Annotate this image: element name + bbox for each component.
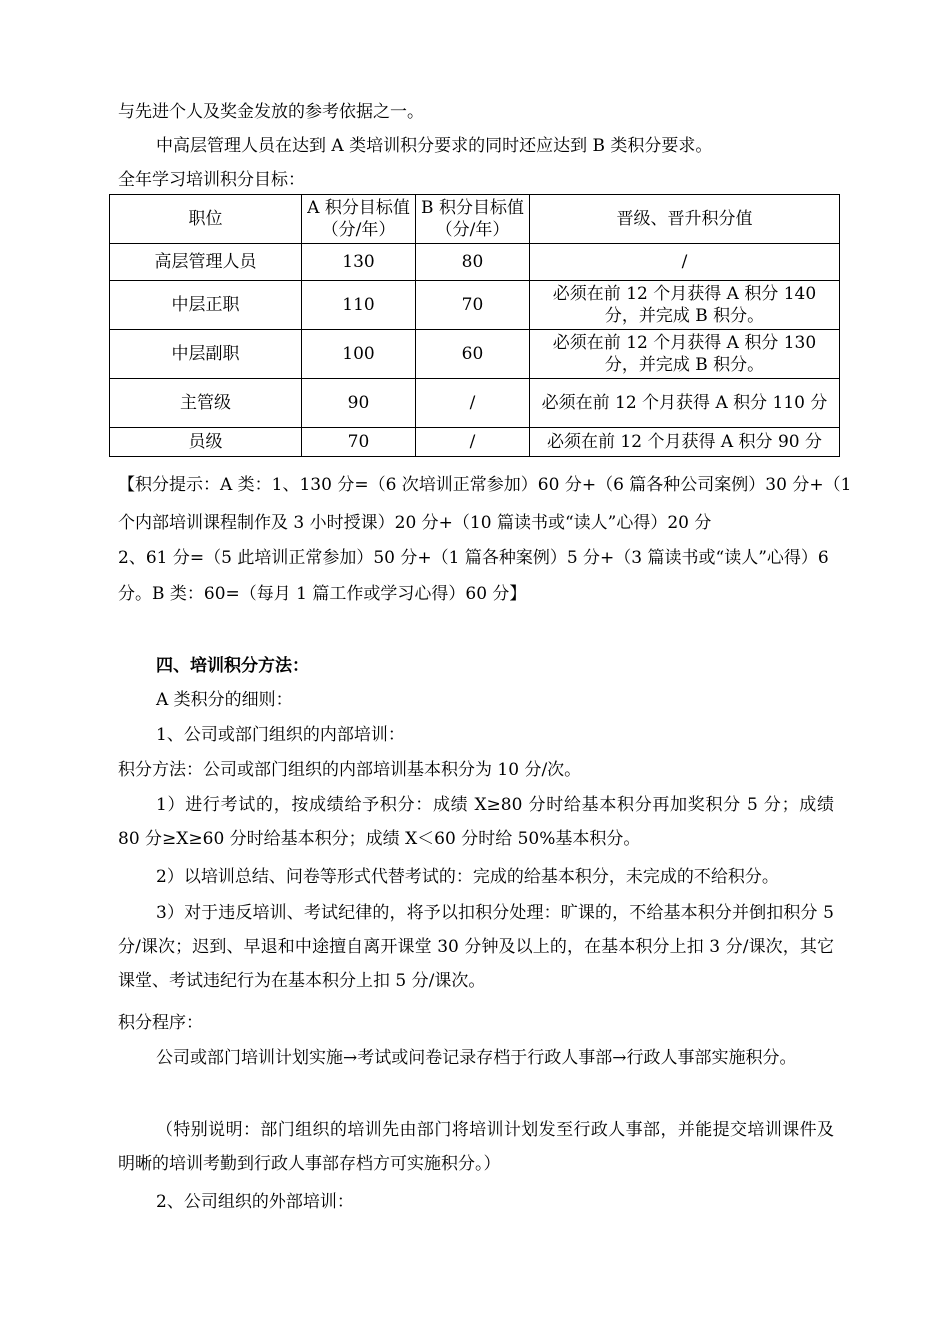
table-header-row: [110, 195, 840, 244]
paragraph-1: 与先进个人及奖金发放的参考依据之一。: [118, 102, 424, 122]
table-row: [110, 244, 840, 281]
item-2-heading: 2、公司组织的外部培训：: [156, 1192, 354, 1212]
cell-promotion: /: [530, 244, 840, 281]
cell-a: 70: [302, 428, 416, 457]
section-heading: 四、培训积分方法：: [156, 656, 309, 676]
cell-b: 70: [416, 281, 530, 330]
a-rules-label: A 类积分的细则：: [156, 690, 293, 710]
tip-line-1: 【积分提示：A 类：1、130 分=（6 次培训正常参加）60 分+（6 篇各种公司案例）30 分+（1: [118, 475, 852, 495]
cell-position: 高层管理人员: [110, 244, 302, 281]
tip-line-3: 2、61 分=（5 此培训正常参加）50 分+（1 篇各种案例）5 分+（3 篇读书或“读人”心得）6: [118, 548, 829, 568]
cell-promotion: 必须在前 12 个月获得 A 积分 130 分，并完成 B 积分。: [530, 330, 840, 379]
cell-b: /: [416, 428, 530, 457]
procedure-paragraph: 公司或部门培训计划实施→考试或问卷记录存档于行政人事部→行政人事部实施积分。: [156, 1048, 797, 1068]
cell-position: 中层正职: [110, 281, 302, 330]
cell-a: 90: [302, 379, 416, 428]
method-paragraph: 积分方法：公司或部门组织的内部培训基本积分为 10 分/次。: [118, 760, 582, 780]
rule-1-paragraph: 1）进行考试的，按成绩给予积分：成绩 X≥80 分时给基本积分再加奖积分 5 分；成绩 80 分≥X≥60 分时给基本积分；成绩 X＜60 分时给 50%基本积分。: [118, 795, 834, 849]
cell-a: 100: [302, 330, 416, 379]
cell-promotion: 必须在前 12 个月获得 A 积分 140 分，并完成 B 积分。: [530, 281, 840, 330]
table-row: [110, 428, 840, 457]
rule-2-paragraph: 2）以培训总结、问卷等形式代替考试的：完成的给基本积分，未完成的不给积分。: [156, 867, 779, 887]
cell-promotion: 必须在前 12 个月获得 A 积分 90 分: [530, 428, 840, 457]
cell-promotion: 必须在前 12 个月获得 A 积分 110 分: [530, 379, 840, 428]
cell-position: 主管级: [110, 379, 302, 428]
rule-3-paragraph: 3）对于违反培训、考试纪律的，将予以扣积分处理：旷课的，不给基本积分并倒扣积分 5 分/课次；迟到、早退和中途擅自离开课堂 30 分钟及以上的，在基本积分上扣 3 分/课次，其它课堂、考试违纪行为在基本积分上扣 5 分/课次。: [118, 903, 834, 991]
score-target-table: [109, 194, 840, 457]
table-caption: 全年学习培训积分目标：: [118, 170, 305, 190]
table-row: [110, 281, 840, 330]
tip-line-4: 分。B 类：60=（每月 1 篇工作或学习心得）60 分】: [118, 584, 527, 604]
cell-b: /: [416, 379, 530, 428]
tip-line-2: 个内部培训课程制作及 3 小时授课）20 分+（10 篇读书或“读人”心得）20 分: [118, 513, 712, 533]
procedure-label: 积分程序：: [118, 1013, 203, 1033]
paragraph-2: 中高层管理人员在达到 A 类培训积分要求的同时还应达到 B 类积分要求。: [156, 136, 713, 156]
header-a-target: A 积分目标值（分/年）: [302, 195, 416, 244]
cell-position: 中层副职: [110, 330, 302, 379]
cell-b: 60: [416, 330, 530, 379]
header-promotion: 晋级、晋升积分值: [530, 195, 840, 244]
cell-position: 员级: [110, 428, 302, 457]
cell-a: 130: [302, 244, 416, 281]
cell-b: 80: [416, 244, 530, 281]
header-b-target: B 积分目标值（分/年）: [416, 195, 530, 244]
special-note-paragraph: （特别说明：部门组织的培训先由部门将培训计划发至行政人事部，并能提交培训课件及明晰的培训考勤到行政人事部存档方可实施积分。）: [118, 1120, 834, 1174]
cell-a: 110: [302, 281, 416, 330]
header-position: 职位: [110, 195, 302, 244]
table-row: [110, 379, 840, 428]
table-row: [110, 330, 840, 379]
item-1-heading: 1、公司或部门组织的内部培训：: [156, 725, 405, 745]
